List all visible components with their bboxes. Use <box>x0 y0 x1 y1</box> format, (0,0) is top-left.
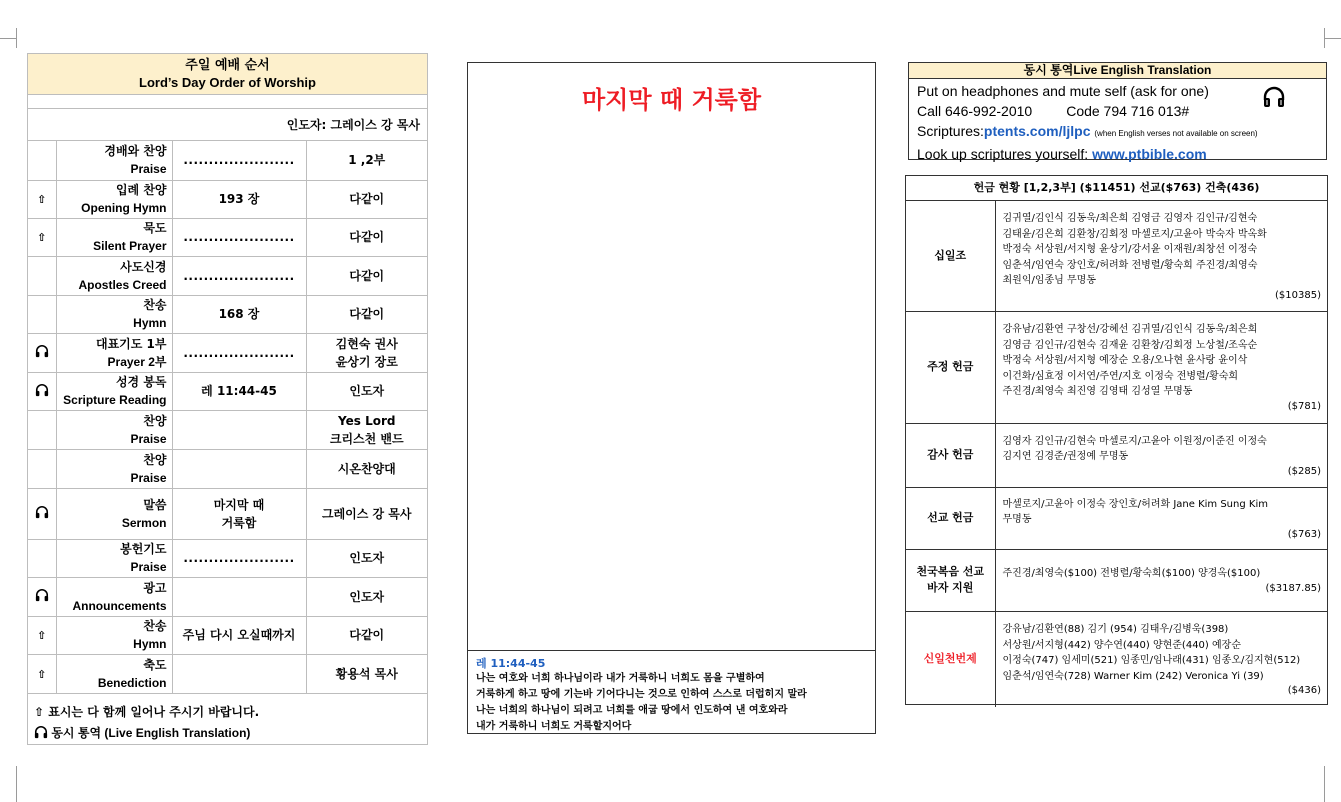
order-icon-cell <box>28 488 56 539</box>
order-item-en: Hymn <box>133 316 167 330</box>
order-item-ko: 축도 <box>143 657 167 672</box>
order-item-leader <box>306 449 427 488</box>
order-icon-cell <box>28 180 56 218</box>
headphones-icon <box>35 383 49 397</box>
order-leader-line: 다같이 <box>349 268 385 283</box>
offering-panel <box>905 175 1328 705</box>
order-item-detail <box>172 488 306 539</box>
headphones-icon <box>35 588 49 602</box>
donor-line: 주진경/최영숙 최진영 김영태 김성열 무명동 <box>1002 386 1193 398</box>
offering-row <box>906 311 1327 423</box>
order-leader-line: 시온찬양대 <box>337 461 396 476</box>
order-row <box>28 449 427 488</box>
order-item-ko: 찬송 <box>143 619 167 633</box>
offering-amount: ($10385) <box>1275 289 1321 301</box>
translation-header: 동시 통역Live English Translation <box>909 63 1326 79</box>
offering-row <box>906 487 1327 549</box>
offering-amount: ($3187.85) <box>1265 582 1321 594</box>
order-item-en: Prayer 2부 <box>107 354 167 369</box>
order-row <box>28 488 427 539</box>
order-item-en: Praise <box>130 162 167 177</box>
order-icon-cell <box>28 577 56 616</box>
order-item-detail <box>172 539 306 577</box>
order-icon-cell <box>28 449 56 488</box>
order-item-ko: 사도신경 <box>120 259 167 274</box>
order-detail-line: ...................... <box>183 551 295 565</box>
order-row <box>28 616 427 654</box>
order-leader-line: 윤상기 장로 <box>335 354 398 369</box>
order-item-leader <box>306 372 427 410</box>
order-item-detail <box>172 256 306 295</box>
order-item-ko: 대표기도 1부 <box>96 336 167 351</box>
donor-line: 강유남/김환연 구창선/강혜선 김귀열/김인식 김동욱/최은희 <box>1002 324 1258 336</box>
order-item-name <box>56 180 172 218</box>
order-detail-line: ...................... <box>183 230 295 244</box>
order-item-detail <box>172 449 306 488</box>
offering-category: 선교 헌금 <box>906 487 995 549</box>
donor-line: 임춘석/임연숙(728) Warner Kim (242) Veronica Yi (39) <box>1002 670 1264 682</box>
order-leader-line: 다같이 <box>349 230 385 244</box>
headphones-icon <box>34 725 48 739</box>
stand-icon: ⇧ <box>37 231 47 244</box>
headphones-instruction: Put on headphones and mute self (ask for one) <box>917 83 1209 99</box>
order-item-name <box>56 410 172 449</box>
order-icon-cell <box>28 218 56 256</box>
offering-header: 헌금 현황 [1,2,3부] ($11451) 선교($763) 건축(436) <box>906 176 1327 201</box>
scriptures-label: Scriptures: <box>917 123 984 139</box>
order-item-en: Hymn <box>133 637 167 651</box>
order-detail-line: 레 11:44-45 <box>201 384 277 398</box>
order-item-detail <box>172 333 306 372</box>
donor-line: 임춘석/임연숙 장인호/허려화 전병렬/황숙희 주진경/최영숙 <box>1002 259 1258 271</box>
order-item-en: Praise <box>130 470 167 485</box>
order-leader-line: 인도자 <box>349 551 385 565</box>
stand-icon: ⇧ <box>37 193 47 206</box>
call-code: Code 794 716 013# <box>1066 103 1190 119</box>
order-item-ko: 광고 <box>143 580 167 595</box>
offering-donors <box>995 423 1327 487</box>
worship-leader: 인도자: 그레이스 강 목사 <box>28 109 427 141</box>
order-item-en: Sermon <box>121 515 167 530</box>
offering-table <box>906 201 1327 707</box>
order-row <box>28 410 427 449</box>
order-item-ko: 경배와 찬양 <box>104 144 167 159</box>
order-item-leader <box>306 577 427 616</box>
order-item-en: Benediction <box>97 675 167 690</box>
worship-order-notes <box>28 694 427 744</box>
donor-line: 김영자 김인규/김현숙 마셀로지/고윤아 이원정/이준진 이정숙 <box>1002 435 1267 447</box>
scripture-line: 나는 너희의 하나님이 되려고 너희를 애굽 땅에서 인도하여 낸 여호와라 <box>476 705 788 716</box>
donor-line: 박정숙 서상원/서지형 윤상기/강서윤 이재원/최창선 이정숙 <box>1002 244 1258 255</box>
stand-icon: ⇧ <box>37 667 47 681</box>
order-item-ko: 봉헌기도 <box>120 542 167 556</box>
donor-line: 이정숙(747) 임세미(521) 임종민/임나래(431) 임종오/김지현(512) <box>1002 655 1301 667</box>
order-leader-line: 인도자 <box>349 384 385 398</box>
order-item-leader <box>306 256 427 295</box>
order-item-en: Scripture Reading <box>63 393 167 407</box>
worship-order-title-en: Lord’s Day Order of Worship <box>139 75 316 90</box>
order-leader-line: 황용석 목사 <box>335 666 398 681</box>
translation-note <box>34 723 427 744</box>
order-item-name <box>56 333 172 372</box>
order-item-detail <box>172 654 306 693</box>
offering-row <box>906 611 1327 707</box>
order-leader-line: 인도자 <box>349 589 385 604</box>
order-item-name <box>56 218 172 256</box>
order-icon-cell <box>28 333 56 372</box>
order-item-name <box>56 539 172 577</box>
order-item-name <box>56 577 172 616</box>
order-item-detail <box>172 372 306 410</box>
headphones-icon <box>35 505 49 519</box>
order-item-detail <box>172 577 306 616</box>
offering-category: 주정 헌금 <box>906 311 995 423</box>
order-row <box>28 577 427 616</box>
offering-category: 감사 헌금 <box>906 423 995 487</box>
order-icon-cell <box>28 256 56 295</box>
order-item-name <box>56 654 172 693</box>
order-item-name <box>56 616 172 654</box>
order-item-name <box>56 141 172 180</box>
donor-line: 김태윤/김은희 김환창/김회정 마셀로지/고윤아 박숙자 박옥화 <box>1002 228 1267 240</box>
order-item-leader <box>306 141 427 180</box>
stand-icon: ⇧ <box>34 704 45 719</box>
order-leader-line: Yes Lord <box>338 413 396 428</box>
headphones-icon <box>35 344 49 358</box>
order-item-leader <box>306 180 427 218</box>
donor-line: 김영금 김인규/김현숙 김재윤 김환창/김회정 노상철/조옥순 <box>1002 339 1258 351</box>
scriptures-link[interactable]: ptents.com/ljlpc <box>983 123 1091 139</box>
order-row <box>28 180 427 218</box>
order-item-detail <box>172 218 306 256</box>
order-detail-line: 거룩함 <box>221 515 257 530</box>
order-item-en: Announcements <box>72 598 167 613</box>
order-leader-line: 다같이 <box>349 192 385 206</box>
order-icon-cell <box>28 295 56 333</box>
donor-line: 김지연 김경준/권정예 무명동 <box>1002 451 1129 462</box>
donor-line: 강유남/김환연(88) 김기 (954) 김태우/김병욱(398) <box>1002 624 1229 636</box>
order-leader-line: 김현숙 권사 <box>335 336 398 351</box>
order-detail-line: ...................... <box>183 345 295 360</box>
order-item-ko: 묵도 <box>143 221 167 235</box>
order-icon-cell <box>28 616 56 654</box>
scriptures-info <box>917 121 1326 144</box>
donor-line: 이건화/심효정 이서연/주연/지호 이정숙 전병렬/황숙희 <box>1002 370 1239 382</box>
offering-donors <box>995 611 1327 707</box>
stand-note <box>34 702 427 723</box>
order-row <box>28 654 427 693</box>
stand-note-text: 표시는 다 함께 일어나 주시기 바랍니다. <box>48 704 260 719</box>
donor-line: 주진경/최영숙($100) 전병렬/황숙희($100) 양경옥($100) <box>1002 568 1261 580</box>
order-item-name <box>56 295 172 333</box>
offering-donors <box>995 201 1327 311</box>
offering-row <box>906 201 1327 311</box>
order-row <box>28 218 427 256</box>
offering-amount: ($763) <box>1287 528 1321 540</box>
order-item-leader <box>306 333 427 372</box>
sermon-panel <box>467 62 876 734</box>
order-icon-cell <box>28 654 56 693</box>
order-item-detail <box>172 410 306 449</box>
translation-note-text: 동시 통역 (Live English Translation) <box>51 725 251 740</box>
order-item-leader <box>306 539 427 577</box>
order-row <box>28 256 427 295</box>
order-item-detail <box>172 616 306 654</box>
offering-amount: ($436) <box>1287 685 1321 697</box>
order-item-ko: 찬양 <box>143 452 167 467</box>
scripture-line: 거룩하게 하고 땅에 기는바 기어다니는 것으로 인하여 스스로 더럽히지 말라 <box>476 689 807 700</box>
order-detail-line: 마지막 때 <box>213 497 265 512</box>
lookup-info <box>917 144 1326 164</box>
offering-donors <box>995 487 1327 549</box>
scripture-reference: 레 11:44-45 <box>476 657 546 670</box>
order-item-detail <box>172 141 306 180</box>
order-detail-line: 193 장 <box>218 192 260 206</box>
order-item-name <box>56 256 172 295</box>
order-row <box>28 372 427 410</box>
order-icon-cell <box>28 539 56 577</box>
donor-line: 최원익/임종님 무명동 <box>1002 275 1096 286</box>
offering-category: 십일조 <box>906 201 995 311</box>
order-item-leader <box>306 218 427 256</box>
order-leader-line: 그레이스 강 목사 <box>321 506 412 521</box>
order-item-en: Praise <box>130 431 167 446</box>
call-number: Call 646-992-2010 <box>917 103 1033 119</box>
lookup-link[interactable]: www.ptbible.com <box>1092 146 1207 162</box>
order-row <box>28 539 427 577</box>
donor-line: 박정숙 서상원/서지형 예장순 오용/오나현 윤사랑 윤이삭 <box>1002 355 1248 367</box>
order-leader-line: 다같이 <box>349 628 385 642</box>
order-item-detail <box>172 180 306 218</box>
scriptures-note: (when English verses not available on screen) <box>1094 129 1258 138</box>
worship-order-table <box>28 141 427 694</box>
order-row <box>28 295 427 333</box>
worship-order-panel <box>27 53 428 745</box>
headphones-icon <box>1262 85 1286 109</box>
scripture-line: 내가 거룩하니 너희도 거룩할지어다 <box>476 721 632 732</box>
offering-amount: ($285) <box>1287 465 1321 477</box>
scripture-line: 나는 여호와 너희 하나님이라 내가 거룩하니 너희도 몸을 구별하여 <box>476 673 765 684</box>
order-item-leader <box>306 295 427 333</box>
live-translation-box <box>908 62 1327 160</box>
order-item-leader <box>306 654 427 693</box>
order-icon-cell <box>28 410 56 449</box>
offering-amount: ($781) <box>1287 400 1321 412</box>
order-icon-cell <box>28 372 56 410</box>
offering-donors <box>995 549 1327 611</box>
order-item-ko: 찬송 <box>143 298 167 312</box>
order-leader-line: 크리스천 밴드 <box>329 431 404 446</box>
order-detail-line: ...................... <box>183 268 295 283</box>
stand-icon: ⇧ <box>37 629 47 642</box>
order-detail-line: ...................... <box>183 153 295 168</box>
order-item-en: Silent Prayer <box>93 239 167 253</box>
order-row <box>28 333 427 372</box>
header-spacer <box>28 95 427 109</box>
donor-line: 김귀열/김인식 김동욱/최은희 김영금 김영자 김인규/김현숙 <box>1002 213 1258 224</box>
order-item-leader <box>306 616 427 654</box>
order-item-en: Apostles Creed <box>78 277 167 292</box>
order-item-ko: 찬양 <box>143 413 167 428</box>
order-icon-cell <box>28 141 56 180</box>
worship-order-title-ko: 주일 예배 순서 <box>185 58 270 73</box>
order-detail-line: 주님 다시 오실때까지 <box>182 628 296 642</box>
donor-line: 서상원/서지형(442) 양수연(440) 양현준(440) 예장순 <box>1002 639 1241 651</box>
offering-category: 천국복음 선교 바자 지원 <box>906 549 995 611</box>
order-detail-line: 168 장 <box>218 307 260 321</box>
offering-donors <box>995 311 1327 423</box>
order-item-ko: 입례 찬양 <box>115 183 167 197</box>
offering-row <box>906 549 1327 611</box>
order-item-name <box>56 449 172 488</box>
donor-line: 마셀로지/고윤아 이정숙 장인호/허려화 Jane Kim Sung Kim <box>1002 498 1268 510</box>
order-leader-line: 1 ,2부 <box>348 153 386 168</box>
donor-line: 무명동 <box>1002 514 1032 525</box>
order-item-en: Praise <box>130 560 167 574</box>
order-item-ko: 말씀 <box>143 497 167 512</box>
order-item-en: Opening Hymn <box>81 201 167 215</box>
order-item-leader <box>306 410 427 449</box>
order-item-ko: 성경 봉독 <box>115 375 167 389</box>
order-item-name <box>56 488 172 539</box>
scripture-box <box>468 650 875 733</box>
order-item-name <box>56 372 172 410</box>
order-leader-line: 다같이 <box>349 307 385 321</box>
offering-category: 신일천번제 <box>906 611 995 707</box>
offering-row <box>906 423 1327 487</box>
lookup-label: Look up scriptures yourself: <box>917 146 1089 162</box>
order-item-detail <box>172 295 306 333</box>
order-row <box>28 141 427 180</box>
order-item-leader <box>306 488 427 539</box>
sermon-title: 마지막 때 거룩함 <box>582 86 761 114</box>
worship-order-header <box>28 54 427 95</box>
